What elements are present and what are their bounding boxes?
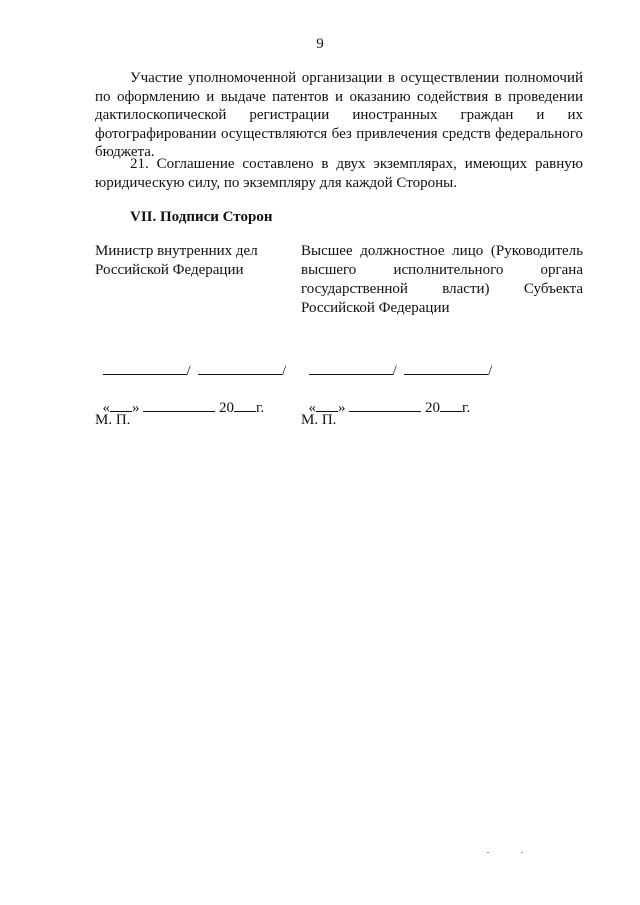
left-quote-open: « xyxy=(102,400,110,416)
left-stamp-mark: М. П. xyxy=(95,412,131,428)
right-year-blank xyxy=(440,397,462,412)
right-name-blank xyxy=(404,360,488,375)
paragraph-21: 21. Соглашение составлено в двух экземплярах, имеющих равную юридическую силу, по экземпляру для каждой Стороны. xyxy=(95,156,583,191)
right-quote-open: « xyxy=(308,400,316,416)
right-signature-slash: / xyxy=(392,363,397,379)
left-signature-line xyxy=(95,343,286,380)
scan-speck xyxy=(487,852,489,853)
left-year-suffix: г. xyxy=(256,400,265,416)
paragraph-participation: Участие уполномоченной организации в осуществлении полномочий по оформлению и выдаче патентов и оказанию содействия в проведении дактилоскопической регистрации иностранных граждан и их фотографировании осуществляются без привлечения средств федерального бюджета. xyxy=(95,70,583,160)
right-day-blank xyxy=(316,397,338,412)
right-quote-close: » xyxy=(338,400,346,416)
right-month-blank xyxy=(349,397,421,412)
right-stamp-mark: М. П. xyxy=(301,412,337,428)
left-quote-close: » xyxy=(132,400,140,416)
left-year-blank xyxy=(234,397,256,412)
left-signature-slash: / xyxy=(186,363,191,379)
left-month-blank xyxy=(143,397,215,412)
right-signature-line xyxy=(301,343,492,380)
right-year-suffix: г. xyxy=(462,400,471,416)
scan-speck xyxy=(521,852,523,853)
left-day-blank xyxy=(110,397,132,412)
left-name-slash: / xyxy=(282,363,287,379)
left-signature-blank xyxy=(103,360,187,375)
right-party-title: Высшее должностное лицо (Руководитель высшего исполнительного органа государственной власти) Субъекта Российской Федерации xyxy=(301,243,583,316)
page-number: 9 xyxy=(316,36,324,52)
right-year-prefix: 20 xyxy=(425,400,440,416)
right-name-slash: / xyxy=(488,363,493,379)
left-party-title: Министр внутренних дел Российской Федерации xyxy=(95,243,258,278)
section-title-signatures: VII. Подписи Сторон xyxy=(130,209,273,225)
left-year-prefix: 20 xyxy=(219,400,234,416)
right-signature-blank xyxy=(309,360,393,375)
left-name-blank xyxy=(198,360,282,375)
